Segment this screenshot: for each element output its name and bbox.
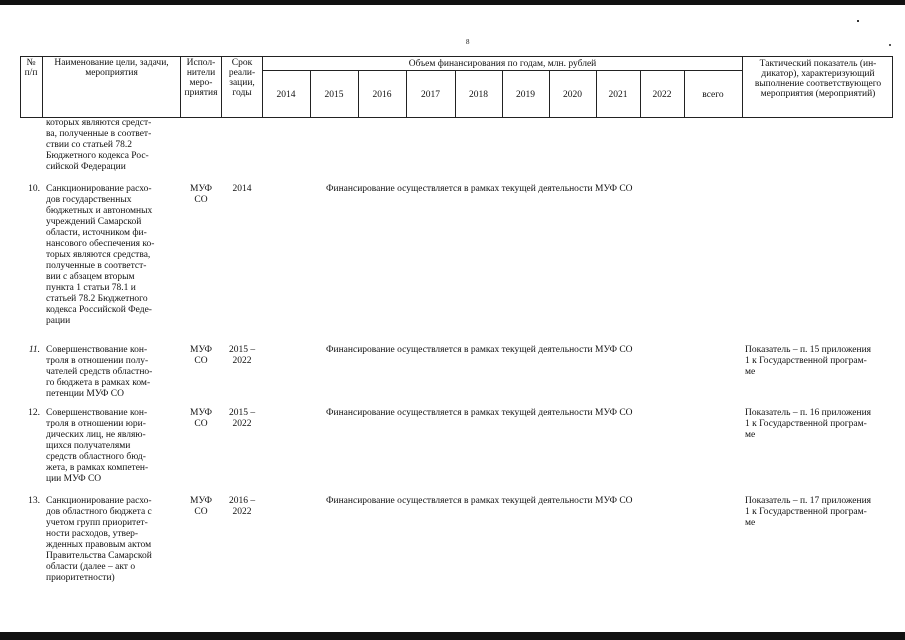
row-executor: МУФ СО <box>190 184 212 205</box>
row-executor: МУФ СО <box>190 345 212 366</box>
header-term: Срок реали- зации, годы <box>228 58 256 98</box>
header-executors: Испол- нители меро- приятия <box>184 58 218 98</box>
header-divider <box>42 56 43 118</box>
row-number: 12. <box>28 408 40 418</box>
scan-speck <box>857 20 859 22</box>
year-2019: 2019 <box>516 90 535 100</box>
row-name: Совершенствование кон- троля в отношении полу- чателей средств областно- го бюджета в рамках ком- петенции МУФ СО <box>46 345 153 399</box>
scan-top-border <box>0 0 905 5</box>
row-number: 10. <box>28 184 40 194</box>
scan-speck <box>889 44 891 46</box>
row-financing: Финансирование осуществляется в рамках текущей деятельности МУФ СО <box>326 408 633 418</box>
scan-bottom-border <box>0 632 905 640</box>
row-financing: Финансирование осуществляется в рамках текущей деятельности МУФ СО <box>326 184 633 194</box>
row-indicator: Показатель – п. 17 приложения 1 к Государственной програм- ме <box>745 496 872 528</box>
row-term: 2015 – 2022 <box>228 408 256 429</box>
row-financing: Финансирование осуществляется в рамках текущей деятельности МУФ СО <box>326 345 633 355</box>
header-num: № п/п <box>24 58 38 78</box>
row-executor: МУФ СО <box>190 496 212 517</box>
header-financing: Объем финансирования по годам, млн. рублей <box>408 59 597 69</box>
year-total: всего <box>702 90 724 100</box>
row-financing: Финансирование осуществляется в рамках текущей деятельности МУФ СО <box>326 496 633 506</box>
header-name: Наименование цели, задачи, мероприятия <box>54 58 169 78</box>
year-2014: 2014 <box>276 90 296 100</box>
year-2022: 2022 <box>652 90 672 100</box>
row-name: Санкционирование расхо- дов областного бюджета с учетом групп приоритет- ности расходов, утвер- жденных правовым актом Правительства Самарской области (далее – акт о приоритетности) <box>46 496 152 583</box>
row-indicator: Показатель – п. 16 приложения 1 к Государственной програм- ме <box>745 408 872 440</box>
row-term: 2016 – 2022 <box>228 496 256 517</box>
header-indicator: Тактический показатель (ин- дикатор), характеризующий выполнение соответствующего мероприятия (мероприятий) <box>754 59 882 99</box>
year-2015: 2015 <box>324 90 344 100</box>
row-term: 2014 <box>232 184 252 194</box>
year-2017: 2017 <box>421 90 440 100</box>
row-name: Санкционирование расхо- дов государственных бюджетных и автономных учреждений Самарской области, источником фи- нансового обеспечения ко- торых являются средства, полученные в соответст- вии с абзацем вторым пункта 1 статьи 78.1 и статьей 78.2 Бюджетного кодекса Российской Феде- рации <box>46 184 155 326</box>
row-number: 13. <box>28 496 40 506</box>
row-name: Совершенствование кон- троля в отношении юри- дических лиц, не являю- щихся получателями средств областного бюд- жета, в рамках компетен- ции МУФ СО <box>46 408 149 484</box>
row-indicator: Показатель – п. 15 приложения 1 к Государственной програм- ме <box>745 345 872 377</box>
year-2016: 2016 <box>372 90 392 100</box>
year-2021: 2021 <box>608 90 628 100</box>
year-2020: 2020 <box>563 90 582 100</box>
row-executor: МУФ СО <box>190 408 212 429</box>
page-number: 8 <box>466 38 470 46</box>
year-2018: 2018 <box>469 90 488 100</box>
row-term: 2015 – 2022 <box>228 345 256 366</box>
row-number: 11. <box>28 345 40 355</box>
continuation-text: которых являются средст- ва, полученные в соответ- ствии со статьей 78.2 Бюджетного кодекса Рос- сийской Федерации <box>46 118 152 172</box>
